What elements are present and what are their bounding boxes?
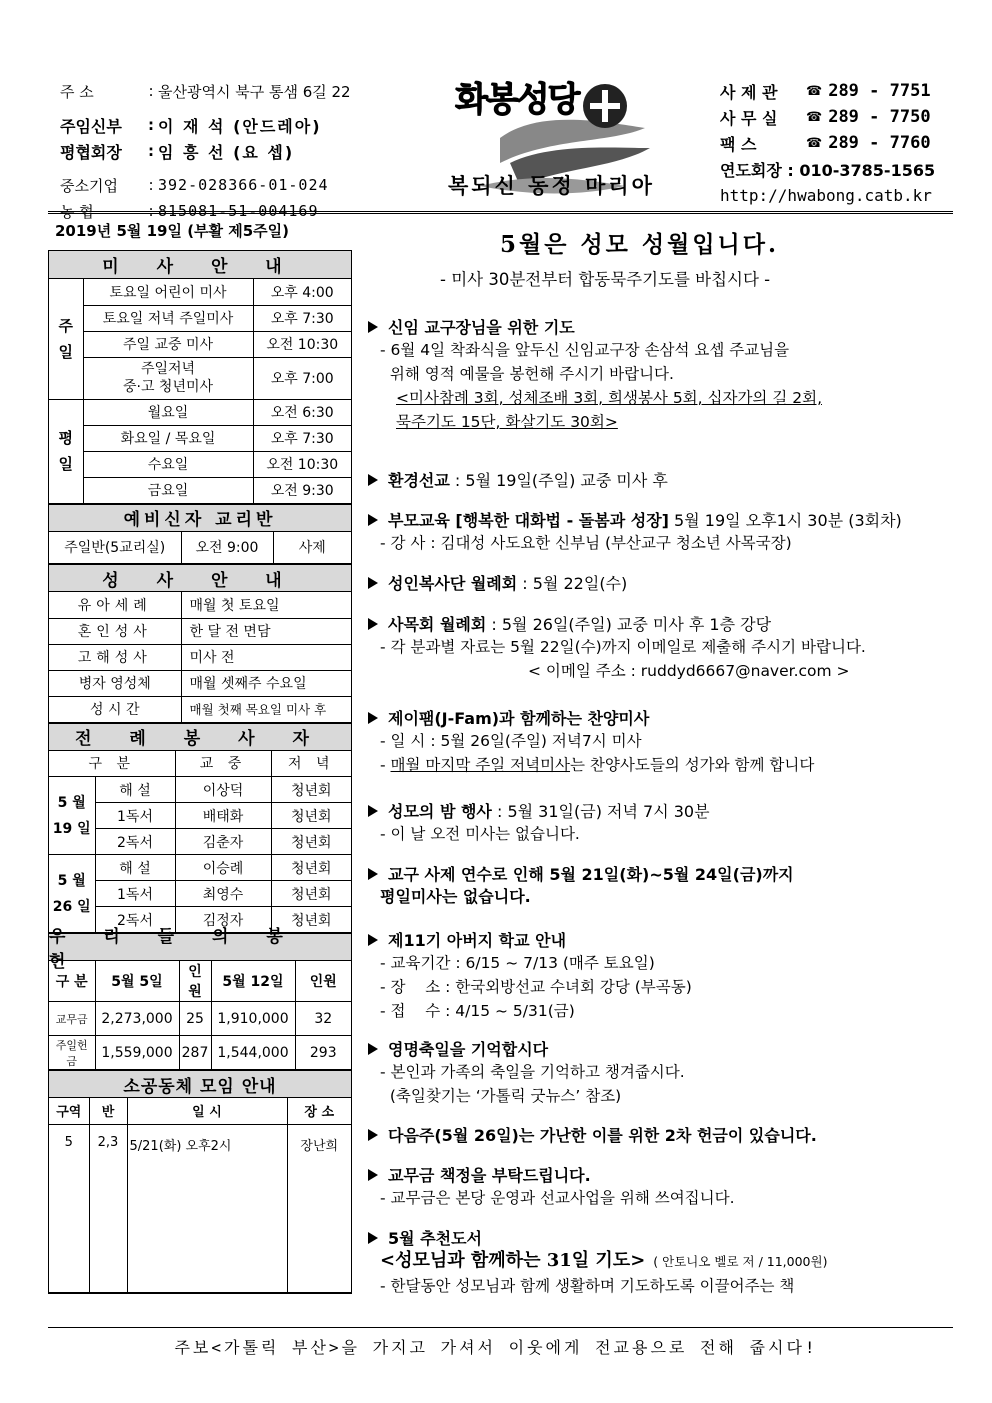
rectory-label: 사 제 관 — [720, 82, 778, 102]
phone-icon: ☎ — [806, 135, 823, 151]
table-row — [49, 425, 351, 451]
main-subtitle: - 미사 30분전부터 합동묵주기도를 바칩시다 - — [440, 270, 771, 289]
server-role: 1독서 — [95, 803, 175, 829]
sacrament-name: 병자 영성체 — [49, 670, 181, 696]
announcement-heading — [368, 315, 958, 338]
announcement-line — [380, 753, 958, 777]
announcement-item — [368, 468, 958, 491]
column-header: 구 분 — [49, 961, 95, 1002]
table-row — [49, 855, 351, 881]
announcement-line: - 한달동안 성모님과 함께 생활하며 기도하도록 이끌어주는 책 — [380, 1277, 795, 1295]
sacrament-info: 매월 첫 토요일 — [181, 592, 351, 618]
table-row — [49, 751, 351, 777]
announcement-line: < 이메일 주소 : ruddyd6667@naver.com > — [528, 662, 850, 680]
sacrament-table — [49, 592, 351, 723]
column-header: 일 시 — [127, 1098, 287, 1124]
announcement-item — [368, 706, 958, 777]
community-section-title: 소공동체 모임 안내 — [49, 1070, 351, 1098]
server-group: 청년회 — [271, 777, 351, 803]
server-date: 5 월 19 일 — [49, 777, 95, 855]
table-row — [49, 1098, 351, 1124]
address-label: 주 소 — [60, 82, 94, 101]
offerings-section-title: 우 리 들 의 봉 헌 — [49, 933, 351, 961]
weekday-label: 평 일 — [49, 399, 83, 503]
mass-name: 토요일 저녁 주일미사 — [83, 305, 253, 331]
offering-amount: 1,910,000 — [211, 1002, 295, 1036]
parish-name: 화봉성당 — [455, 80, 579, 120]
announcement-line: - 접 수 : 4/15 ~ 5/31(금) — [380, 1002, 575, 1020]
announcement-line: - 교무금은 본당 운영과 선교사업을 위해 쓰여집니다. — [380, 1189, 735, 1207]
table-row — [49, 881, 351, 907]
announcement-title: 영명축일을 기억합시다 — [388, 1040, 549, 1059]
announcement-heading — [368, 612, 958, 635]
community-place: 장난희 — [287, 1124, 351, 1292]
office-number: 289 - 7750 — [828, 107, 931, 127]
community-district: 5 — [49, 1124, 89, 1292]
announcement-line: - 6월 4일 착좌식을 앞두신 신임교구장 손삼석 요셉 주교님을 — [380, 341, 790, 359]
server-role: 1독서 — [95, 881, 175, 907]
bulletin-date: 2019년 5월 19일 (부활 제5주일) — [55, 222, 290, 240]
announcement-line: - 장 소 : 한국외방선교 수녀회 강당 (부곡동) — [380, 978, 692, 996]
announcement-line: <미사참례 3회, 성체조배 3회, 희생봉사 5회, 십자가의 길 2회, — [396, 389, 822, 407]
announcement-detail: : 5월 31일(금) 저녁 7시 30분 — [491, 802, 710, 821]
bullet-triangle-icon — [368, 1232, 378, 1244]
announcement-title: 5월 추천도서 — [388, 1229, 482, 1248]
table-row — [49, 1036, 351, 1070]
announcement-detail: 5월 19일 오후1시 30분 (3회차) — [668, 511, 902, 530]
mass-time: 오전 10:30 — [253, 331, 351, 357]
table-row — [49, 357, 351, 399]
announcement-line: - 강 사 : 김대성 사도요한 신부님 (부산교구 청소년 사목국장) — [380, 534, 792, 552]
bullet-triangle-icon — [368, 1043, 378, 1055]
catechumen-section-title: 예비신자 교리반 — [49, 504, 351, 532]
column-header: 5월 12일 — [211, 961, 295, 1002]
column-header: 저 녁 — [271, 751, 351, 777]
offering-count: 25 — [179, 1002, 211, 1036]
assoc-contact: 연도회장 : 010-3785-1565 — [720, 160, 936, 180]
community-datetime: 5/21(화) 오후2시 — [127, 1124, 287, 1292]
mass-time: 오전 6:30 — [253, 399, 351, 425]
announcement-title: 사목회 월례회 — [388, 615, 487, 634]
offering-amount: 2,273,000 — [95, 1002, 179, 1036]
fax-number: 289 - 7760 — [828, 133, 931, 153]
announcement-heading — [368, 862, 958, 885]
announcement-heading — [368, 1226, 958, 1249]
announcement-detail: : 5월 26일(주일) 교중 미사 후 1층 강당 — [486, 615, 772, 634]
sunday-label: 주 일 — [49, 279, 83, 399]
address-value: 울산광역시 북구 통샘 6길 22 — [158, 82, 351, 101]
footer-note: 주보<가톨릭 부산>을 가지고 가셔서 이웃에게 전교용으로 전해 줍시다! — [174, 1338, 818, 1357]
column-header: 5월 5일 — [95, 961, 179, 1002]
server-name: 최영수 — [175, 881, 271, 907]
mass-name: 금요일 — [83, 477, 253, 503]
bullet-triangle-icon — [368, 514, 378, 526]
column-header: 인원 — [179, 961, 211, 1002]
offering-count: 293 — [295, 1036, 351, 1070]
catechumen-table — [49, 532, 351, 565]
announcement-line: - 교육기간 : 6/15 ~ 7/13 (매주 토요일) — [380, 954, 655, 972]
sacrament-name: 성 시 간 — [49, 696, 181, 722]
announcement-line: - 본인과 가족의 축일을 기억하고 챙겨줍시다. — [380, 1063, 685, 1081]
table-row — [49, 644, 351, 670]
announcement-item — [368, 799, 958, 846]
community-group: 2,3 — [89, 1124, 127, 1292]
mass-time: 오전 9:30 — [253, 477, 351, 503]
announcement-heading — [368, 508, 958, 531]
announcement-title: 환경선교 — [388, 471, 450, 490]
announcement-line: 평일미사는 없습니다. — [380, 887, 531, 906]
mass-name: 수요일 — [83, 451, 253, 477]
announcement-heading — [368, 928, 958, 951]
column-header: 반 — [89, 1098, 127, 1124]
mass-name: 토요일 어린이 미사 — [83, 279, 253, 305]
chair-value: 임 흥 선 (요 셉) — [158, 142, 295, 162]
offering-amount: 1,544,000 — [211, 1036, 295, 1070]
announcement-item — [368, 1226, 958, 1298]
announcement-title: 성인복사단 월례회 — [388, 574, 518, 593]
sacrament-name: 고해성사 — [49, 644, 181, 670]
table-row — [49, 1002, 351, 1036]
sacrament-info: 매월 첫째 목요일 미사 후 — [181, 696, 351, 722]
offering-type: 주일헌금 — [49, 1036, 95, 1070]
mass-time: 오후 7:00 — [253, 357, 351, 399]
column-header: 교 중 — [175, 751, 271, 777]
announcement-title: 교무금 책정을 부탁드립니다. — [388, 1166, 591, 1185]
server-name: 배태화 — [175, 803, 271, 829]
office-label: 사 무 실 — [720, 108, 778, 128]
server-name: 김춘자 — [175, 829, 271, 855]
announcement-title: 다음주(5월 26일)는 가난한 이를 위한 2차 헌금이 있습니다. — [388, 1126, 817, 1145]
announcement-title: 교구 사제 연수로 인해 5월 21일(화)~5월 24일(금)까지 — [388, 865, 794, 884]
servers-section-title: 전 례 봉 사 자 — [49, 723, 351, 751]
server-group: 청년회 — [271, 829, 351, 855]
announcement-heading — [368, 468, 958, 491]
server-group: 청년회 — [271, 881, 351, 907]
fax-label: 팩 스 — [720, 134, 757, 154]
announcement-item — [368, 571, 958, 594]
left-column — [48, 250, 352, 1294]
server-group: 청년회 — [271, 803, 351, 829]
bullet-triangle-icon — [368, 321, 378, 333]
main-title: 5월은 성모 성월입니다. — [500, 231, 779, 258]
announcement-heading — [368, 799, 958, 822]
bullet-triangle-icon — [368, 868, 378, 880]
class-time: 오전 9:00 — [181, 532, 273, 564]
line-emphasis: 매월 마지막 주일 저녁미사 — [390, 756, 571, 774]
offerings-table — [49, 961, 351, 1070]
table-row — [49, 532, 351, 564]
announcement-item — [368, 612, 958, 683]
table-row — [49, 451, 351, 477]
table-row — [49, 618, 351, 644]
sacrament-name: 혼인성사 — [49, 618, 181, 644]
pastor-value: 이 재 석 (안드레아) — [158, 116, 322, 136]
bullet-triangle-icon — [368, 805, 378, 817]
table-row — [49, 696, 351, 722]
table-row — [49, 670, 351, 696]
announcement-heading — [368, 571, 958, 594]
announcement-item — [368, 1037, 958, 1108]
bank2-label: 농 협 — [60, 202, 94, 221]
server-name: 이승례 — [175, 855, 271, 881]
sacrament-info: 매월 셋째주 수요일 — [181, 670, 351, 696]
announcement-detail: : 5월 19일(주일) 교중 미사 후 — [449, 471, 668, 490]
announcement-detail: : 5월 22일(수) — [517, 574, 628, 593]
class-room: 주일반(5교리실) — [49, 532, 181, 564]
mass-time: 오후 7:30 — [253, 305, 351, 331]
bullet-triangle-icon — [368, 934, 378, 946]
announcement-line: - 일 시 : 5월 26일(주일) 저녁7시 미사 — [380, 732, 642, 750]
table-row — [49, 1124, 351, 1292]
announcement-title: 부모교육 [행복한 대화법 - 돌봄과 성장] — [388, 511, 669, 530]
announcement-line: 묵주기도 15단, 화살기도 30회> — [396, 413, 618, 431]
announcement-heading — [368, 1037, 958, 1060]
mass-section-title: 미 사 안 내 — [49, 251, 351, 279]
mass-name: 주일저녁 중·고 청년미사 — [83, 357, 253, 399]
class-teacher: 사제 — [273, 532, 351, 564]
line-suffix: 는 찬양사도들의 성가와 함께 합니다 — [570, 756, 815, 774]
mass-time: 오전 10:30 — [253, 451, 351, 477]
column-header: 장 소 — [287, 1098, 351, 1124]
sacrament-info: 미사 전 — [181, 644, 351, 670]
sacrament-section-title: 성 사 안 내 — [49, 564, 351, 592]
announcement-item — [368, 1163, 958, 1210]
chair-label: 평협회장 — [60, 142, 122, 162]
table-row — [49, 399, 351, 425]
announcement-title: 신임 교구장님을 위한 기도 — [388, 318, 575, 337]
table-row — [49, 305, 351, 331]
mass-time: 오후 4:00 — [253, 279, 351, 305]
announcement-item — [368, 315, 958, 434]
server-name: 이상덕 — [175, 777, 271, 803]
server-group: 청년회 — [271, 907, 351, 933]
book-line — [380, 1249, 958, 1274]
announcement-line: 위해 영적 예물을 봉헌해 주시기 바랍니다. — [380, 365, 674, 383]
column-header: 구역 — [49, 1098, 89, 1124]
bullet-triangle-icon — [368, 712, 378, 724]
bank1-value: 392-028366-01-024 — [158, 176, 329, 194]
announcement-title: 제이팸(J-Fam)과 함께하는 찬양미사 — [388, 709, 650, 728]
announcement-item — [368, 862, 958, 909]
announcement-line: - 각 분과별 자료는 5월 22일(수)까지 이메일로 제출해 주시기 바랍니다. — [380, 638, 866, 656]
community-table — [49, 1098, 351, 1293]
mass-name: 월요일 — [83, 399, 253, 425]
pastor-label: 주임신부 — [60, 116, 122, 136]
header-info-left: 주 소 : 울산광역시 북구 통샘 6길 22 주임신부 : 이 재 석 (안드레아) 평협회장 : 임 흥 선 (요 셉) 중소기업 : 392-028366-01-024 농 협 : 815081-51-004169 — [60, 82, 351, 221]
mass-name: 화요일 / 목요일 — [83, 425, 253, 451]
column-header: 인원 — [295, 961, 351, 1002]
bullet-triangle-icon — [368, 474, 378, 486]
server-role: 2독서 — [95, 829, 175, 855]
bullet-triangle-icon — [368, 1169, 378, 1181]
server-role: 해 설 — [95, 777, 175, 803]
mass-table — [49, 279, 351, 504]
announcement-line: - 이 날 오전 미사는 없습니다. — [380, 825, 580, 843]
phone-icon: ☎ — [806, 109, 823, 125]
offering-amount: 1,559,000 — [95, 1036, 179, 1070]
header-divider — [48, 211, 953, 215]
footer-divider — [48, 1327, 953, 1328]
bullet-triangle-icon — [368, 577, 378, 589]
announcement-heading — [368, 1163, 958, 1186]
announcement-heading — [368, 706, 958, 729]
mass-time: 오후 7:30 — [253, 425, 351, 451]
server-role: 해 설 — [95, 855, 175, 881]
server-date: 5 월 26 일 — [49, 855, 95, 933]
sacrament-name: 유아세례 — [49, 592, 181, 618]
bank1-label: 중소기업 — [60, 176, 118, 195]
bullet-triangle-icon — [368, 1129, 378, 1141]
offering-count: 32 — [295, 1002, 351, 1036]
announcement-item — [368, 1123, 958, 1146]
phone-icon: ☎ — [806, 83, 823, 99]
table-row — [49, 777, 351, 803]
line-prefix: - — [380, 756, 391, 774]
rectory-number: 289 - 7751 — [828, 81, 931, 101]
table-row — [49, 592, 351, 618]
offering-type: 교무금 — [49, 1002, 95, 1036]
announcement-item — [368, 508, 958, 555]
announcement-line: (축일찾기는 ‘가톨릭 굿뉴스’ 참조) — [380, 1087, 622, 1105]
table-row — [49, 829, 351, 855]
server-group: 청년회 — [271, 855, 351, 881]
book-title: <성모님과 함께하는 31일 기도> — [380, 1250, 646, 1271]
server-role: 2독서 — [95, 907, 175, 933]
mass-name: 주일 교중 미사 — [83, 331, 253, 357]
announcement-item — [368, 928, 958, 1023]
parish-url[interactable]: http://hwabong.catb.kr — [720, 185, 932, 205]
offering-count: 287 — [179, 1036, 211, 1070]
header-info-right — [720, 78, 955, 208]
announcement-title: 성모의 밤 행사 — [388, 802, 492, 821]
announcement-heading — [368, 1123, 958, 1146]
column-header: 구 분 — [49, 751, 175, 777]
servers-table — [49, 751, 351, 934]
sacrament-info: 한 달 전 면담 — [181, 618, 351, 644]
table-row — [49, 331, 351, 357]
announcement-title: 제11기 아버지 학교 안내 — [388, 931, 567, 950]
table-row — [49, 477, 351, 503]
server-name: 김정자 — [175, 907, 271, 933]
bank2-value: 815081-51-004169 — [158, 202, 319, 220]
parish-patron: 복되신 동정 마리아 — [448, 173, 655, 198]
book-note: ( 안토니오 벨로 저 / 11,000원) — [653, 1254, 828, 1269]
bullet-triangle-icon — [368, 618, 378, 630]
table-row — [49, 279, 351, 305]
table-row — [49, 803, 351, 829]
